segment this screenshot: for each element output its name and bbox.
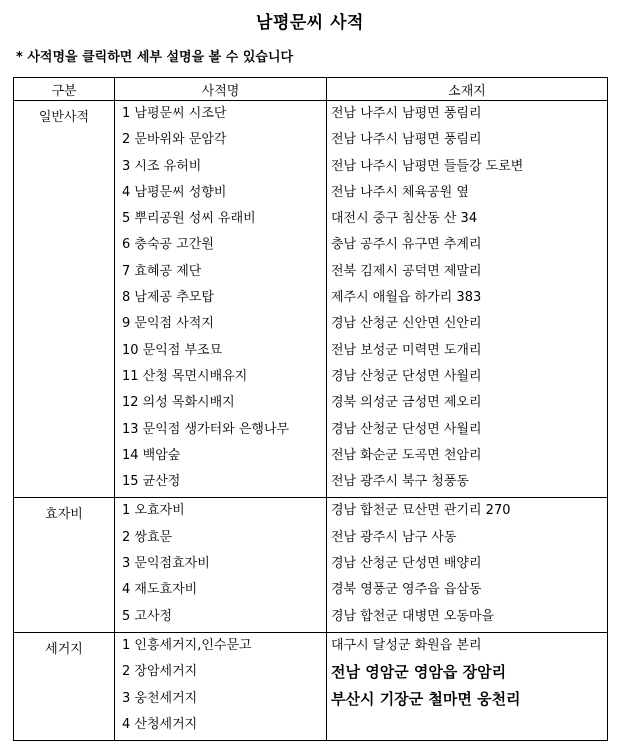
- table-row-group-filial: [14, 498, 608, 632]
- site-link[interactable]: 4 남평문씨 성향비: [122, 184, 227, 200]
- location-text: 경남 산청군 단성면 배양리: [331, 556, 482, 572]
- location-text: 전남 광주시 북구 청풍동: [331, 474, 469, 490]
- header-location: 소재지: [327, 78, 608, 101]
- location-text: 부산시 기장군 철마면 웅천리: [331, 689, 521, 708]
- location-text: 전남 나주시 남평면 풍림리: [331, 132, 482, 148]
- site-link[interactable]: 14 백암숲: [122, 447, 181, 463]
- header-site-name: 사적명: [115, 78, 327, 101]
- location-text: 대구시 달성군 화원읍 본리: [331, 637, 482, 653]
- site-link[interactable]: 1 남평문씨 시조단: [122, 106, 227, 121]
- site-link[interactable]: 1 인흥세거지,인수문고: [122, 637, 252, 653]
- instruction-note: * 사적명을 클릭하면 세부 설명을 볼 수 있습니다: [16, 50, 294, 65]
- location-text: 대전시 중구 침산동 산 34: [331, 211, 478, 227]
- category-cell: 효자비: [14, 498, 115, 632]
- site-link[interactable]: 4 재도효자비: [122, 582, 198, 598]
- historic-sites-table: [13, 77, 608, 741]
- site-name-cell: [115, 498, 327, 632]
- location-cell: [327, 101, 608, 498]
- location-text: 충남 공주시 유구면 추계리: [331, 237, 482, 253]
- location-text: 경남 산청군 신안면 신안리: [331, 316, 482, 332]
- site-link[interactable]: 8 남제공 추모탑: [122, 290, 214, 306]
- location-text: 경남 합천군 묘산면 관기리 270: [331, 503, 511, 519]
- site-link[interactable]: 3 문익점효자비: [122, 556, 210, 572]
- table-row-group-residence: [14, 632, 608, 740]
- site-name-cell: [115, 632, 327, 740]
- site-link[interactable]: 2 장암세거지: [122, 664, 198, 680]
- header-category: 구분: [14, 78, 115, 101]
- site-link[interactable]: 5 뿌리공원 성씨 유래비: [122, 211, 256, 227]
- location-text: 경북 영풍군 영주읍 읍삼동: [331, 582, 482, 598]
- site-name-cell: [115, 101, 327, 498]
- category-cell: 세거지: [14, 632, 115, 740]
- location-text: 경남 산청군 단성면 사월리: [331, 368, 482, 384]
- location-text: 경남 산청군 단성면 사월리: [331, 421, 482, 437]
- site-link[interactable]: 6 충숙공 고간원: [122, 237, 214, 253]
- site-link[interactable]: 3 웅천세거지: [122, 690, 198, 706]
- location-text: 경북 의성군 금성면 제오리: [331, 395, 482, 411]
- page-title: 남평문씨 사적: [256, 13, 364, 33]
- site-link[interactable]: 4 산청세거지: [122, 716, 198, 732]
- location-text: 전남 영암군 영암읍 장암리: [331, 663, 507, 682]
- location-text: 전남 나주시 남평면 풍림리: [331, 106, 482, 121]
- location-text: 전남 광주시 남구 사동: [331, 529, 457, 545]
- table-header-row: [14, 78, 608, 101]
- location-text: 전남 나주시 남평면 들들강 도로변: [331, 158, 524, 174]
- location-cell: [327, 632, 608, 740]
- site-link[interactable]: 11 산청 목면시배유지: [122, 368, 248, 384]
- location-text: 제주시 애월읍 하가리 383: [331, 290, 482, 306]
- table-row-group-general: [14, 101, 608, 498]
- site-link[interactable]: 9 문익점 사적지: [122, 316, 214, 332]
- location-cell: [327, 498, 608, 632]
- site-link[interactable]: 13 문익점 생가터와 은행나무: [122, 421, 290, 437]
- site-link[interactable]: 2 쌍효문: [122, 529, 173, 545]
- site-link[interactable]: 2 문바위와 문암각: [122, 132, 227, 148]
- location-text: 전남 나주시 체육공원 옆: [331, 184, 469, 200]
- site-link[interactable]: 10 문익점 부조묘: [122, 342, 223, 358]
- site-link[interactable]: 3 시조 유허비: [122, 158, 202, 174]
- category-cell: 일반사적: [14, 101, 115, 498]
- site-link[interactable]: 12 의성 목화시배지: [122, 395, 235, 411]
- location-text: 전북 김제시 공덕면 제말리: [331, 263, 482, 279]
- site-link[interactable]: 5 고사정: [122, 608, 173, 624]
- location-text: 경남 합천군 대병면 오동마을: [331, 608, 495, 624]
- site-link[interactable]: 15 균산정: [122, 474, 181, 490]
- location-text: 전남 보성군 미력면 도개리: [331, 342, 482, 358]
- location-text: 전남 화순군 도곡면 천암리: [331, 447, 482, 463]
- site-link[interactable]: 1 오효자비: [122, 503, 185, 519]
- site-link[interactable]: 7 효혜공 제단: [122, 263, 202, 279]
